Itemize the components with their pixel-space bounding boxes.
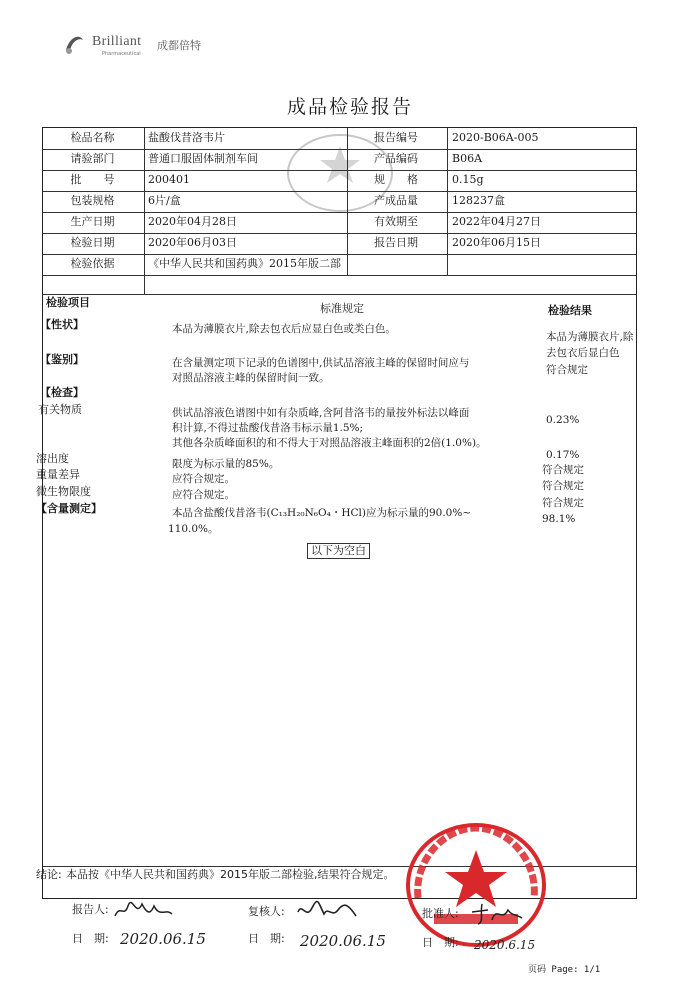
conclusion-label: 结论:	[36, 868, 62, 881]
result-microbial: 符合规定	[542, 497, 584, 509]
label-pack: 包装规格	[70, 194, 115, 207]
item-assay: 【含量测定】	[36, 502, 102, 515]
page-number: 页码 Page: 1/1	[528, 965, 601, 975]
std-microbial: 应符合规定。	[172, 489, 235, 501]
std-dissolution: 限度为标示量的85%。	[172, 458, 280, 470]
company-seal-icon	[404, 820, 549, 950]
brand-sub: Pharmaceutical	[102, 51, 141, 57]
value-spec: 0.15g	[452, 173, 484, 186]
label-product-name: 检品名称	[70, 131, 115, 144]
reviewer-label: 复核人:	[248, 905, 285, 918]
approver-date-label: 日 期:	[422, 936, 459, 949]
label-batch: 批 号	[70, 173, 115, 186]
label-test-date: 检验日期	[70, 236, 115, 249]
std-assay-1: 本品含盐酸伐昔洛韦(C₁₃H₂₀N₆O₄・HCl)应为标示量的90.0%~	[172, 507, 472, 519]
value-qty: 128237盒	[452, 194, 505, 207]
value-code: B06A	[452, 152, 483, 165]
result-appearance-1: 本品为薄膜衣片,除	[546, 331, 634, 343]
reporter-signature-icon	[112, 898, 182, 924]
approver-date: 2020.6.15	[474, 938, 536, 952]
value-expiry: 2022年04月27日	[452, 215, 541, 228]
reviewer-date-label: 日 期:	[248, 932, 285, 945]
value-basis: 《中华人民共和国药典》2015年版二部	[148, 257, 341, 270]
value-prod-date: 2020年04月28日	[148, 215, 237, 228]
value-dept: 普通口服固体制剂车间	[148, 152, 258, 165]
item-tests: 【检查】	[40, 386, 84, 399]
std-assay-2: 110.0%。	[168, 523, 219, 535]
std-related-2: 积计算,不得过盐酸伐昔洛韦标示量1.5%;	[172, 422, 364, 434]
label-report-no: 报告编号	[374, 131, 418, 144]
label-prod-date: 生产日期	[70, 215, 115, 228]
blank-note: 以下为空白	[307, 543, 370, 559]
std-appearance-1: 本品为薄膜衣片,除去包衣后应显白色或类白色。	[172, 323, 396, 335]
col-result-header: 检验结果	[548, 304, 592, 317]
label-code: 产品编码	[374, 152, 418, 165]
reviewer-signature-icon	[296, 898, 366, 924]
item-weight-variation: 重量差异	[36, 468, 80, 481]
std-identification-1: 在含量测定项下记录的色谱图中,供试品溶液主峰的保留时间应与	[172, 357, 470, 369]
std-related-1: 供试品溶液色谱图中如有杂质峰,含阿昔洛韦的量按外标法以峰面	[172, 407, 470, 419]
approver-signature-icon	[468, 900, 528, 926]
company-logo-icon	[62, 32, 86, 56]
label-basis: 检验依据	[70, 257, 115, 270]
result-identification: 符合规定	[546, 364, 588, 376]
value-test-date: 2020年06月03日	[148, 236, 237, 249]
reviewer-date: 2020.06.15	[300, 932, 386, 950]
item-dissolution: 溶出度	[36, 452, 69, 465]
approver-label: 批准人:	[422, 907, 459, 920]
report-title: 成品检验报告	[286, 96, 413, 118]
result-related: 0.23%	[546, 414, 580, 426]
brand-name: Brilliant	[92, 34, 142, 49]
label-expiry: 有效期至	[374, 215, 418, 228]
label-spec: 规 格	[374, 173, 418, 186]
value-report-date: 2020年06月15日	[452, 236, 541, 249]
result-dissolution-2: 符合规定	[542, 464, 584, 476]
reporter-date-label: 日 期:	[72, 932, 109, 945]
item-appearance: 【性状】	[40, 318, 84, 331]
value-report-no: 2020-B06A-005	[452, 131, 539, 144]
conclusion-text: 本品按《中华人民共和国药典》2015年版二部检验,结果符合规定。	[66, 868, 395, 881]
item-identification: 【鉴别】	[40, 353, 84, 366]
value-pack: 6片/盒	[148, 194, 181, 207]
result-appearance-2: 去包衣后显白色	[546, 347, 620, 359]
result-weight: 符合规定	[542, 480, 584, 492]
std-identification-2: 对照品溶液主峰的保留时间一致。	[172, 372, 330, 384]
reporter-label: 报告人:	[72, 903, 109, 916]
col-std-header: 标准规定	[320, 302, 364, 315]
label-dept: 请验部门	[70, 152, 115, 165]
result-dissolution-1: 0.17%	[546, 449, 580, 461]
brand-cn: 成都倍特	[157, 39, 201, 52]
value-batch: 200401	[148, 173, 190, 186]
item-related-substances: 有关物质	[38, 403, 82, 416]
std-weight: 应符合规定。	[172, 473, 235, 485]
col-item-header: 检验项目	[46, 296, 90, 309]
result-assay: 98.1%	[542, 513, 576, 525]
item-microbial: 微生物限度	[36, 485, 91, 498]
label-report-date: 报告日期	[374, 236, 418, 249]
value-product-name: 盐酸伐昔洛韦片	[148, 131, 225, 144]
reporter-date: 2020.06.15	[120, 930, 206, 948]
label-qty: 产成品量	[374, 194, 418, 207]
std-related-3: 其他各杂质峰面积的和不得大于对照品溶液主峰面积的2倍(1.0%)。	[172, 437, 487, 449]
